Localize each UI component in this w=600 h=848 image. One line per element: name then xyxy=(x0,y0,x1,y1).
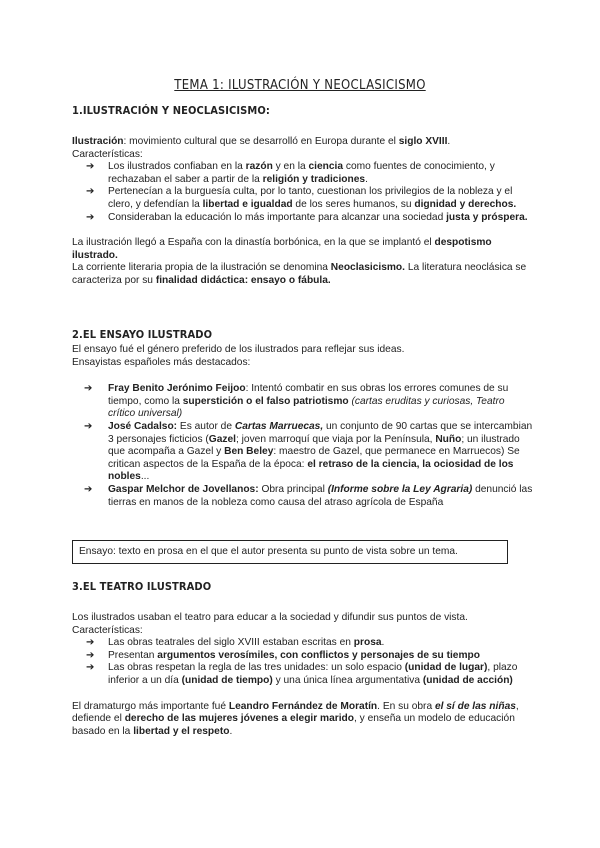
arrow-icon: ➔ xyxy=(86,637,95,649)
section-2-heading: 2.EL ENSAYO ILUSTRADO xyxy=(72,328,213,341)
paragraph: La ilustración llegó a España con la dinastía borbónica, en la que se implantó el despotismo ilustrado. xyxy=(72,237,492,261)
arrow-icon: ➔ xyxy=(86,161,95,173)
arrow-icon: ➔ xyxy=(84,483,93,495)
essayists-list xyxy=(72,383,534,509)
list-item: ➔ Los ilustrados confiaban en la razón y en la ciencia como fuentes de conocimiento, y rechazaban el saber a partir de la religión y tradiciones. xyxy=(86,161,495,185)
arrow-icon: ➔ xyxy=(86,662,95,674)
list-item: ➔ José Cadalso: Es autor de Cartas Marruecas, un conjunto de 90 cartas que se intercambian 3 personajes ficticios (Gazel; joven marroquí que viaja por la Península, Nuño; un ilustrado que acompaña a Gazel y Ben Beley: maestro de Gazel, que permanece en Marruecos) Se critican aspectos de la España de la época: el retraso de la ciencia, la ociosidad de los nobles... xyxy=(84,420,533,483)
arrow-icon: ➔ xyxy=(86,186,95,198)
term: Ilustración xyxy=(72,136,124,147)
paragraph: El ensayo fué el género preferido de los ilustrados para reflejar sus ideas. xyxy=(72,344,405,355)
list-item: ➔ Consideraban la educación lo más importante para alcanzar una sociedad justa y próspera. xyxy=(86,211,528,223)
section-3-body xyxy=(72,612,534,738)
arrow-icon: ➔ xyxy=(86,649,95,661)
list-item: ➔ Fray Benito Jerónimo Feijoo: Intentó combatir en sus obras los errores comunes de su tiempo, como la superstición o el falso patriotismo (cartas eruditas y curiosas, Teatro crítico universal) xyxy=(84,383,509,420)
page-title: TEMA 1: ILUSTRACIÓN Y NEOCLASICISMO xyxy=(174,78,426,93)
characteristics-label: Características: xyxy=(72,148,143,160)
arrow-icon: ➔ xyxy=(86,211,95,223)
section-1-body xyxy=(72,136,534,288)
characteristics-list xyxy=(72,637,534,687)
list-item: ➔ Pertenecían a la burguesía culta, por lo tanto, cuestionan los privilegios de la nobleza y el clero, y defendían la libertad e igualdad de los seres humanos, su dignidad y derechos. xyxy=(86,186,517,210)
section-3-heading: 3.EL TEATRO ILUSTRADO xyxy=(72,580,212,593)
section-2-body xyxy=(72,344,534,509)
list-item: ➔ Presentan argumentos verosímiles, con conflictos y personajes de su tiempo xyxy=(86,649,480,661)
definition-paragraph: Ilustración: movimiento cultural que se desarrolló en Europa durante el siglo XVIII. xyxy=(72,136,451,147)
paragraph: Ensayistas españoles más destacados: xyxy=(72,356,251,368)
arrow-icon: ➔ xyxy=(84,383,93,395)
section-1-heading: 1.ILUSTRACIÓN Y NEOCLASICISMO: xyxy=(72,104,270,117)
paragraph: Los ilustrados usaban el teatro para educar a la sociedad y difundir sus puntos de vista. xyxy=(72,612,468,623)
list-item: ➔ Las obras respetan la regla de las tres unidades: un solo espacio (unidad de lugar), plazo inferior a un día (unidad de tiempo) y una única línea argumentativa (unidad de acción) xyxy=(86,662,518,686)
definition-box: Ensayo: texto en prosa en el que el autor presenta su punto de vista sobre un tema. xyxy=(72,540,508,564)
arrow-icon: ➔ xyxy=(84,420,93,432)
characteristics-list xyxy=(72,161,534,224)
characteristics-label: Características: xyxy=(72,624,143,636)
list-item: ➔ Gaspar Melchor de Jovellanos: Obra principal (Informe sobre la Ley Agraria) denunció las tierras en manos de la nobleza como causa del atraso agrícola de España xyxy=(84,483,533,508)
list-item: ➔ Las obras teatrales del siglo XVIII estaban escritas en prosa. xyxy=(86,637,385,649)
paragraph: El dramaturgo más importante fué Leandro Fernández de Moratín. En su obra el sí de las niñas, defiende el derecho de las mujeres jóvenes a elegir marido, y enseña un modelo de educación basado en la libertad y el respeto. xyxy=(72,700,519,737)
paragraph: La corriente literaria propia de la ilustración se denomina Neoclasicismo. La literatura neoclásica se caracteriza por su finalidad didáctica: ensayo o fábula. xyxy=(72,262,527,286)
